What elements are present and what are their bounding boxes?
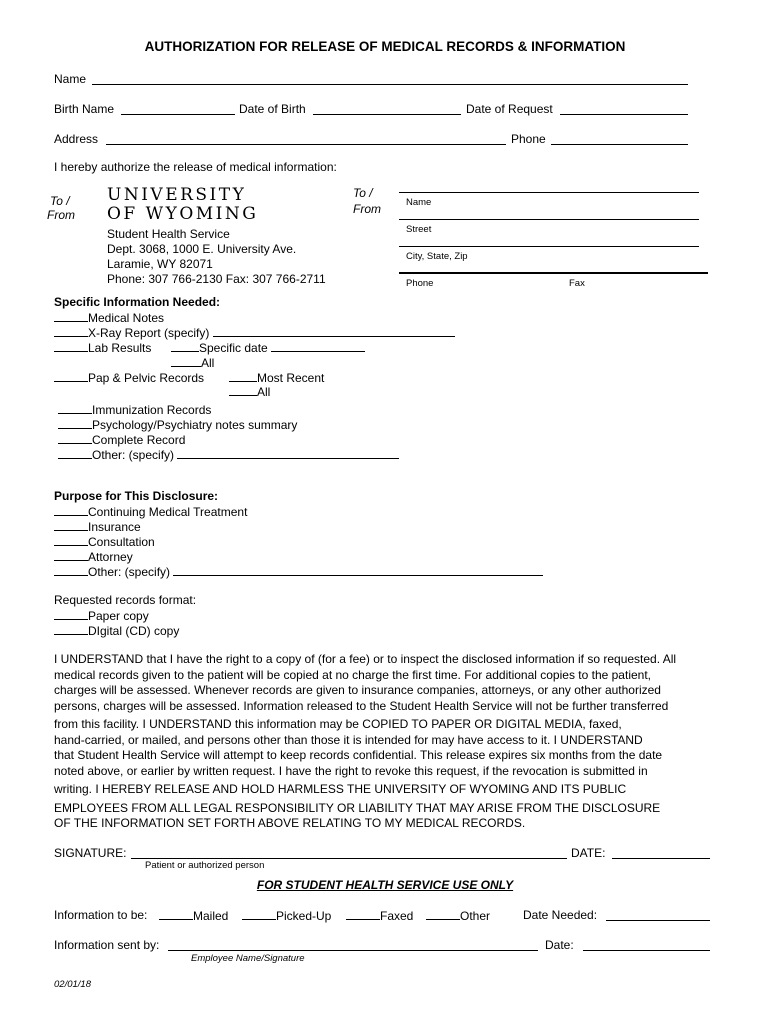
recipient-city-label: City, State, Zip bbox=[406, 251, 468, 262]
picked-up-item[interactable] bbox=[242, 908, 331, 923]
picked-up-label: Picked-Up bbox=[276, 909, 332, 923]
recipient-street-field[interactable] bbox=[399, 246, 699, 247]
employee-sub-label: Employee Name/Signature bbox=[191, 953, 305, 964]
recipient-fax-label: Fax bbox=[569, 278, 585, 289]
complete-record-label: Complete Record bbox=[92, 433, 186, 447]
lab-results-label: Lab Results bbox=[88, 341, 152, 355]
specific-info-heading: Specific Information Needed: bbox=[54, 295, 221, 309]
purpose-consultation-blank[interactable] bbox=[54, 534, 88, 546]
psych-blank[interactable] bbox=[58, 417, 92, 429]
pap-all-label: All bbox=[257, 385, 271, 399]
picked-up-blank[interactable] bbox=[242, 908, 276, 920]
format-paper-blank[interactable] bbox=[54, 608, 88, 620]
to-label-left: To / bbox=[50, 194, 70, 208]
specific-date-field[interactable] bbox=[271, 340, 365, 352]
date-needed-field[interactable] bbox=[606, 920, 710, 921]
specific-date-blank[interactable] bbox=[171, 340, 199, 352]
recipient-phone-label: Phone bbox=[406, 278, 434, 289]
medical-notes-label: Medical Notes bbox=[88, 311, 165, 325]
to-label-right: To / bbox=[353, 186, 373, 200]
lab-all-label: All bbox=[201, 356, 215, 370]
understand-line: OF THE INFORMATION SET FORTH ABOVE RELATING TO MY MEDICAL RECORDS. bbox=[54, 816, 526, 830]
from-label-right: From bbox=[353, 202, 381, 216]
faxed-item[interactable] bbox=[346, 908, 413, 923]
sent-date-field[interactable] bbox=[583, 950, 710, 951]
name-field[interactable] bbox=[92, 84, 688, 85]
immunization-item[interactable] bbox=[58, 402, 211, 417]
mailed-item[interactable] bbox=[159, 908, 228, 923]
dob-label: Date of Birth bbox=[239, 102, 306, 116]
recipient-name-field[interactable] bbox=[399, 219, 699, 220]
understand-line: I UNDERSTAND that I have the right to a copy of (for a fee) or to inspect the disclosed information if so requested. All bbox=[54, 652, 677, 666]
understand-line: EMPLOYEES FROM ALL LEGAL RESPONSIBILITY OR LIABILITY THAT MAY ARISE FROM THE DISCLOSURE bbox=[54, 800, 661, 815]
faxed-blank[interactable] bbox=[346, 908, 380, 920]
lab-results-blank[interactable] bbox=[54, 340, 88, 352]
shs-street: Dept. 3068, 1000 E. University Ave. bbox=[107, 242, 297, 256]
purpose-item-continuing[interactable] bbox=[54, 504, 247, 519]
birth-name-field[interactable] bbox=[121, 114, 235, 115]
understand-line: charges will be assessed. Whenever records are given to insurance companies, attorneys, or any other authorized bbox=[54, 683, 661, 697]
format-paper-label: Paper copy bbox=[88, 609, 149, 623]
purpose-continuing-blank[interactable] bbox=[54, 504, 88, 516]
purpose-item-consultation[interactable] bbox=[54, 534, 155, 549]
purpose-heading: Purpose for This Disclosure: bbox=[54, 489, 219, 503]
understand-line: medical records given to the patient will be copied at no charge the first time. For additional copies to the patient, bbox=[54, 667, 651, 682]
lab-all-blank[interactable] bbox=[171, 355, 201, 367]
psych-item[interactable] bbox=[58, 417, 297, 432]
purpose-attorney-label: Attorney bbox=[88, 550, 133, 564]
shs-name: Student Health Service bbox=[107, 227, 230, 241]
medical-notes-item[interactable] bbox=[54, 310, 164, 325]
purpose-item-other[interactable] bbox=[54, 564, 543, 579]
recipient-city-field[interactable] bbox=[399, 272, 708, 274]
xray-blank[interactable] bbox=[54, 325, 88, 337]
other-info-label: Other: (specify) bbox=[92, 448, 175, 462]
pap-item[interactable] bbox=[54, 370, 204, 385]
purpose-attorney-blank[interactable] bbox=[54, 549, 88, 561]
pap-label: Pap & Pelvic Records bbox=[88, 371, 205, 385]
sent-date-label: Date: bbox=[545, 938, 574, 952]
immunization-label: Immunization Records bbox=[92, 403, 212, 417]
info-sent-by-label: Information sent by: bbox=[54, 938, 160, 952]
phone-label: Phone bbox=[511, 132, 546, 146]
dob-field[interactable] bbox=[313, 114, 461, 115]
lab-results-item[interactable] bbox=[54, 340, 151, 355]
authorize-text: I hereby authorize the release of medical information: bbox=[54, 160, 337, 174]
shs-phone-fax: Phone: 307 766-2130 Fax: 307 766-2711 bbox=[107, 272, 326, 286]
other-method-item[interactable] bbox=[426, 908, 490, 923]
signature-sub-label: Patient or authorized person bbox=[145, 860, 265, 871]
name-label: Name bbox=[54, 72, 87, 86]
psych-label: Psychology/Psychiatry notes summary bbox=[92, 418, 298, 432]
signature-date-field[interactable] bbox=[612, 858, 710, 859]
understand-line: from this facility. I UNDERSTAND this information may be COPIED TO PAPER OR DIGITAL MEDIA, faxed, bbox=[54, 717, 622, 731]
office-use-heading: FOR STUDENT HEALTH SERVICE USE ONLY bbox=[256, 878, 514, 892]
purpose-consultation-label: Consultation bbox=[88, 535, 155, 549]
specific-date-label: Specific date bbox=[199, 341, 268, 355]
complete-record-blank[interactable] bbox=[58, 432, 92, 444]
other-info-item[interactable] bbox=[58, 447, 399, 462]
understand-line: persons, charges will be assessed. Information released to the Student Health Service will not be further transferred bbox=[54, 698, 669, 713]
xray-label: X-Ray Report (specify) bbox=[88, 326, 210, 340]
most-recent-item[interactable] bbox=[229, 370, 324, 385]
purpose-continuing-label: Continuing Medical Treatment bbox=[88, 505, 248, 519]
lab-all-item[interactable] bbox=[171, 355, 214, 370]
signature-date-label: DATE: bbox=[571, 846, 606, 860]
format-heading: Requested records format: bbox=[54, 593, 197, 607]
mailed-label: Mailed bbox=[193, 909, 229, 923]
purpose-other-specify-field[interactable] bbox=[173, 564, 543, 576]
page-title: AUTHORIZATION FOR RELEASE OF MEDICAL RECORDS & INFORMATION bbox=[144, 39, 626, 54]
phone-field[interactable] bbox=[551, 144, 688, 145]
purpose-insurance-blank[interactable] bbox=[54, 519, 88, 531]
most-recent-blank[interactable] bbox=[229, 370, 257, 382]
shs-city: Laramie, WY 82071 bbox=[107, 257, 213, 271]
format-digital-blank[interactable] bbox=[54, 623, 88, 635]
address-field[interactable] bbox=[106, 144, 506, 145]
understand-line: hand-carried, or mailed, and persons other than those it is intended for may have access to it. I UNDERSTAND bbox=[54, 732, 643, 747]
other-method-label: Other bbox=[460, 909, 491, 923]
pap-blank[interactable] bbox=[54, 370, 88, 382]
purpose-other-label: Other: (specify) bbox=[88, 565, 171, 579]
other-info-blank[interactable] bbox=[58, 447, 92, 459]
recipient-top-line bbox=[399, 192, 699, 193]
signature-label: SIGNATURE: bbox=[54, 846, 127, 860]
faxed-label: Faxed bbox=[380, 909, 414, 923]
university-logo-line1: UNIVERSITY bbox=[107, 185, 247, 205]
immunization-blank[interactable] bbox=[58, 402, 92, 414]
address-label: Address bbox=[54, 132, 99, 146]
format-digital-label: DIgital (CD) copy bbox=[88, 624, 180, 638]
form-revision-date: 02/01/18 bbox=[54, 979, 91, 990]
recipient-name-label: Name bbox=[406, 197, 432, 208]
specific-date-item[interactable] bbox=[171, 340, 365, 355]
understand-line: writing. I HEREBY RELEASE AND HOLD HARMLESS THE UNIVERSITY OF WYOMING AND ITS PUBLIC bbox=[54, 782, 627, 796]
other-method-blank[interactable] bbox=[426, 908, 460, 920]
from-label-left: From bbox=[47, 208, 75, 222]
birth-name-label: Birth Name bbox=[54, 102, 115, 116]
date-needed-label: Date Needed: bbox=[523, 908, 598, 922]
purpose-insurance-label: Insurance bbox=[88, 520, 141, 534]
understand-paragraph bbox=[54, 652, 716, 832]
date-of-request-field[interactable] bbox=[560, 114, 688, 115]
date-of-request-label: Date of Request bbox=[466, 102, 553, 116]
format-digital-item[interactable] bbox=[54, 623, 179, 638]
xray-specify-field[interactable] bbox=[213, 325, 455, 337]
understand-line: noted above, or earlier by written request. I have the right to revoke this request, if the revocation is submitted in bbox=[54, 763, 648, 778]
purpose-other-blank[interactable] bbox=[54, 564, 88, 576]
pap-all-item[interactable] bbox=[229, 384, 270, 399]
xray-item[interactable] bbox=[54, 325, 455, 340]
other-info-specify-field[interactable] bbox=[177, 447, 399, 459]
purpose-item-insurance[interactable] bbox=[54, 519, 141, 534]
mailed-blank[interactable] bbox=[159, 908, 193, 920]
recipient-street-label: Street bbox=[406, 224, 432, 235]
understand-line: that Student Health Service will attempt to keep records confidential. This release expires six months from the date bbox=[54, 748, 663, 762]
format-paper-item[interactable] bbox=[54, 608, 149, 623]
university-logo-line2: OF WYOMING bbox=[107, 204, 259, 224]
info-sent-by-field[interactable] bbox=[168, 950, 538, 951]
medical-notes-blank[interactable] bbox=[54, 310, 88, 322]
purpose-item-attorney[interactable] bbox=[54, 549, 133, 564]
most-recent-label: Most Recent bbox=[257, 371, 325, 385]
pap-all-blank[interactable] bbox=[229, 384, 257, 396]
complete-record-item[interactable] bbox=[58, 432, 185, 447]
info-to-be-label: Information to be: bbox=[54, 908, 148, 922]
